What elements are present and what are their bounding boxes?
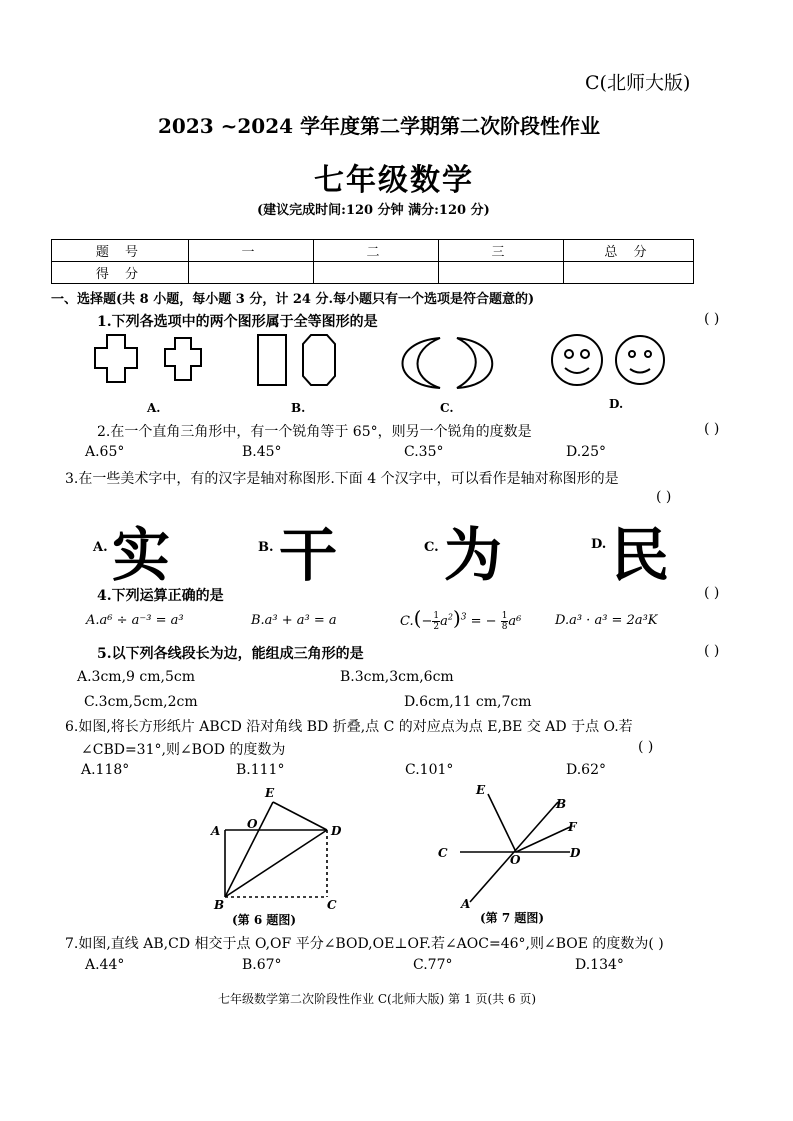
option-label: B. [291, 401, 306, 415]
option-a: A.65° [85, 444, 125, 460]
figure-caption: (第 6 题图) [232, 913, 297, 927]
option-label: C. [424, 540, 439, 555]
point-label: E [265, 786, 275, 800]
fraction-numerator: 1 [433, 611, 440, 621]
question-7-stem: 7.如图,直线 AB,CD 相交于点 O,OF 平分∠BOD,OE⊥OF.若∠AOC=46°,则∠BOE 的度数为( ) [65, 936, 664, 952]
option-label: B. [258, 540, 274, 555]
option-label: D. [609, 397, 624, 411]
smiley-face [616, 336, 664, 384]
rectangle-shape [258, 335, 286, 385]
option-c: C.77° [413, 957, 453, 973]
option-c-tail: a⁶ [508, 614, 522, 629]
option-a: A.44° [85, 957, 125, 973]
point-label: O [510, 853, 521, 867]
exam-info: (建议完成时间:120 分钟 满分:120 分) [257, 203, 490, 218]
point-label: C [327, 898, 337, 910]
point-label: O [247, 817, 258, 831]
answer-paren: ( ) [656, 489, 672, 505]
option-b: B.111° [236, 762, 285, 778]
edition-label: C(北师大版) [585, 72, 691, 94]
option-d: D.62° [566, 762, 606, 778]
exam-title: 2023 ~2024 学年度第二学期第二次阶段性作业 [158, 114, 601, 138]
option-label: A. [93, 540, 108, 555]
score-input-cell[interactable] [189, 262, 314, 284]
point-label: D [331, 824, 342, 838]
question-3-stem: 3.在一些美术字中，有的汉字是轴对称图形.下面 4 个汉字中，可以看作是轴对称图形的是 [65, 471, 619, 487]
answer-paren: ( ) [638, 739, 654, 755]
crescent-shape [457, 338, 492, 388]
cross-shape [165, 338, 201, 380]
option-c: C.(− $\frac{1}{2}$ $a^2)^3$ = − $\frac{1}{8}$ a⁶ [400, 606, 522, 632]
point-label: F [568, 820, 577, 834]
art-character: 民 [611, 521, 670, 589]
question-4-stem: 4.下列运算正确的是 [97, 588, 224, 604]
point-label: C [438, 846, 448, 860]
fraction-denominator: 2 [433, 622, 440, 632]
option-c-equals: = − [470, 614, 497, 629]
option-c: C.101° [405, 762, 454, 778]
fraction-numerator: 1 [501, 611, 508, 621]
option-d: D.25° [566, 444, 606, 460]
table-cell: 二 [314, 240, 439, 262]
octagon-shape [303, 335, 335, 385]
art-character: 实 [112, 521, 171, 589]
point-label: B [214, 898, 225, 910]
option-label: A. [147, 401, 161, 415]
point-label: E [476, 783, 486, 797]
smiley-face [552, 335, 602, 385]
option-d: D.6cm,11 cm,7cm [404, 694, 532, 710]
question-5-stem: 5.以下列各线段长为边，能组成三角形的是 [97, 646, 364, 662]
option-label: C. [440, 401, 454, 415]
question-1-stem: 1.下列各选项中的两个图形属于全等图形的是 [97, 314, 378, 330]
figure-6 [205, 785, 355, 910]
art-character: 干 [279, 521, 338, 589]
option-label: D. [591, 537, 607, 552]
option-b: B.a³ + a³ = a [251, 613, 337, 628]
table-cell: 一 [189, 240, 314, 262]
figure-caption: (第 7 题图) [480, 911, 545, 925]
point-label: B [556, 797, 567, 811]
score-input-cell[interactable] [314, 262, 439, 284]
option-d: D.134° [575, 957, 624, 973]
point-label: A [211, 824, 221, 838]
score-table-score-row [52, 262, 694, 284]
question-2-stem: 2.在一个直角三角形中，有一个锐角等于 65°，则另一个锐角的度数是 [97, 424, 532, 440]
option-c: C.3cm,5cm,2cm [84, 694, 198, 710]
point-label: D [570, 846, 581, 860]
option-b: B.45° [242, 444, 282, 460]
crescent-shape [403, 338, 441, 388]
figure-7 [430, 780, 590, 910]
score-table [51, 239, 694, 284]
option-a: A.a⁶ ÷ a⁻³ = a³ [86, 613, 184, 628]
score-input-cell[interactable] [439, 262, 564, 284]
option-a: A.3cm,9 cm,5cm [77, 669, 195, 685]
section-heading: 一、选择题(共 8 小题，每小题 3 分，计 24 分.每小题只有一个选项是符合题意的) [51, 292, 535, 307]
subject-title: 七年级数学 [314, 163, 474, 198]
answer-paren: ( ) [704, 643, 720, 659]
option-d: D.a³ · a³ = 2a³K [555, 613, 658, 628]
option-c: C.35° [404, 444, 444, 460]
answer-paren: ( ) [704, 585, 720, 601]
table-cell: 总 分 [564, 240, 694, 262]
table-cell: 题 号 [52, 240, 189, 262]
table-cell: 三 [439, 240, 564, 262]
score-input-cell[interactable] [564, 262, 694, 284]
answer-paren: ( ) [704, 421, 720, 437]
option-c-prefix: C. [400, 614, 414, 629]
score-table-header-row [52, 240, 694, 262]
fraction-denominator: 8 [501, 622, 508, 632]
answer-paren: ( ) [704, 311, 720, 327]
option-a: A.118° [81, 762, 130, 778]
art-character: 为 [444, 521, 503, 589]
question-6-stem-cont: ∠CBD=31°,则∠BOD 的度数为 [81, 742, 286, 758]
option-b: B.3cm,3cm,6cm [340, 669, 454, 685]
option-c-base: a [440, 614, 448, 629]
table-cell: 得 分 [52, 262, 189, 284]
cross-shape [95, 335, 137, 382]
question-6-stem: 6.如图,将长方形纸片 ABCD 沿对角线 BD 折叠,点 C 的对应点为点 E,BE 交 AD 于点 O.若 [65, 719, 633, 735]
page-footer: 七年级数学第二次阶段性作业 C(北师大版) 第 1 页(共 6 页) [218, 992, 537, 1006]
point-label: A [461, 897, 471, 910]
option-b: B.67° [242, 957, 282, 973]
